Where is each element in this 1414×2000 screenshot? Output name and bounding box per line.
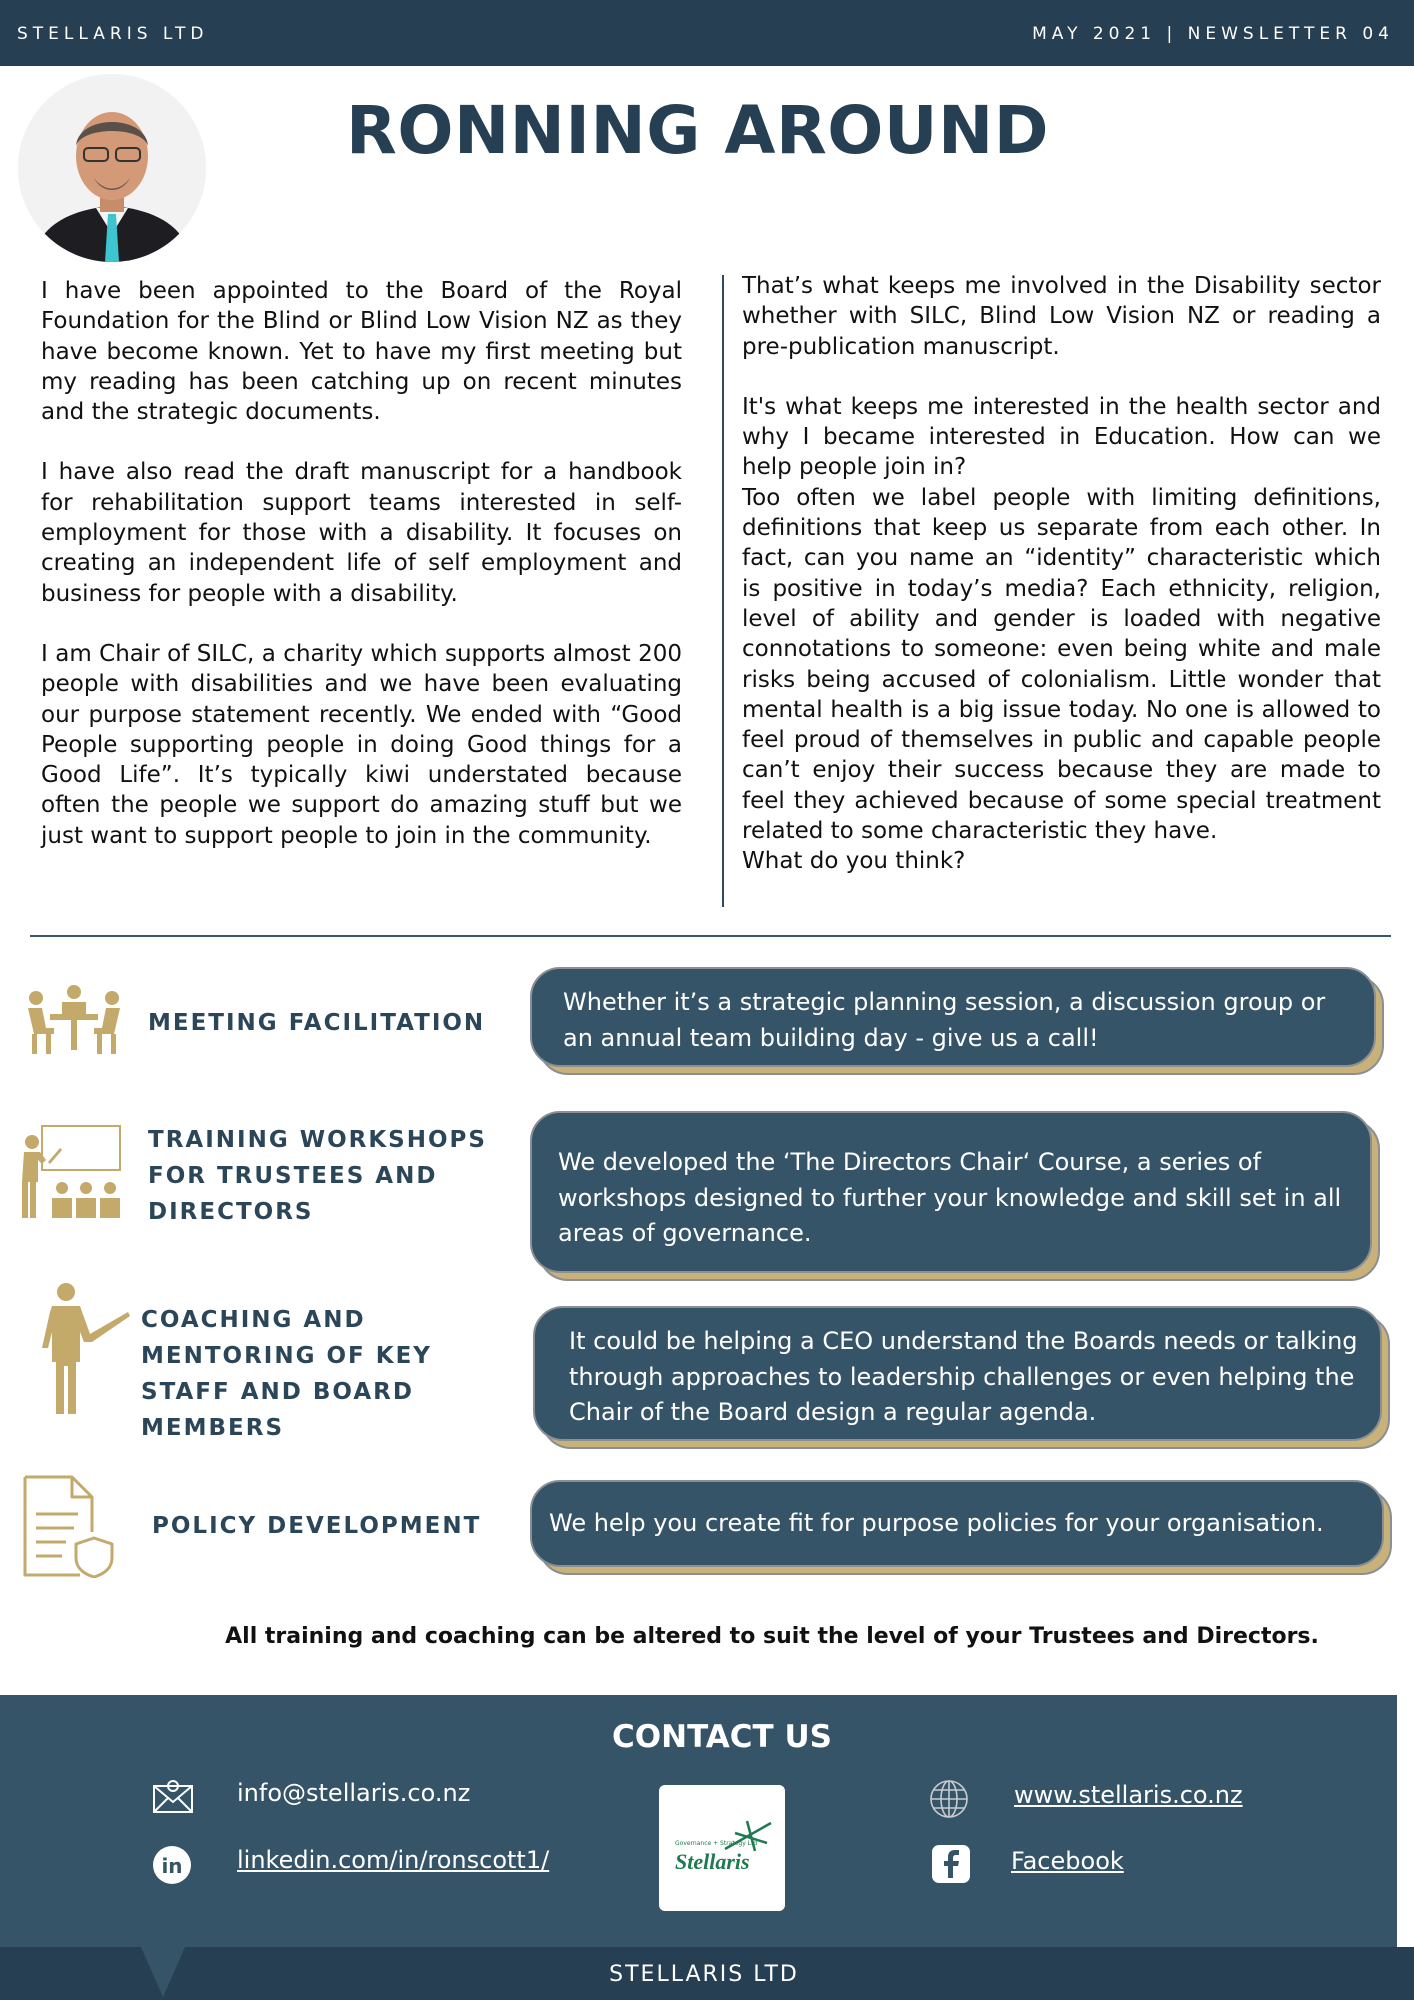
paragraph: It's what keeps me interested in the health sector and why I became interested in Education. How can we help people join in? (742, 393, 1381, 481)
service-card-coaching-mentoring (533, 1306, 1382, 1441)
service-card-policy-development (530, 1480, 1384, 1567)
email-icon (152, 1778, 194, 1814)
paragraph: I have also read the draft manuscript for a handbook for rehabilitation support teams interested in self-employment for those with a disability. It focuses on creating an independent life of self employment and business for people with a disability. (41, 459, 682, 607)
service-label-policy-development: POLICY DEVELOPMENT (152, 1513, 482, 1539)
stellaris-logo (659, 1785, 785, 1911)
logo-subtitle: Governance + Strategy Ltd (675, 1840, 758, 1847)
facebook-icon[interactable] (931, 1844, 971, 1884)
article-title: RONNING AROUND (346, 92, 1049, 169)
service-label-coaching-mentoring: COACHING AND MENTORING OF KEY STAFF AND BOARD MEMBERS (141, 1307, 432, 1441)
policy-document-shield-icon (22, 1474, 116, 1578)
section-divider (30, 935, 1391, 937)
author-portrait-icon (18, 74, 206, 262)
paragraph: That’s what keeps me involved in the Disability sector whether with SILC, Blind Low Vision NZ or reading a pre-publication manuscript. (742, 273, 1381, 360)
header-company: STELLARIS LTD (17, 24, 209, 44)
logo-name: Stellaris (675, 1849, 750, 1874)
meeting-table-icon (22, 984, 126, 1056)
contact-facebook-link[interactable]: Facebook (1011, 1847, 1124, 1875)
paragraph: What do you think? (742, 848, 966, 875)
service-card-meeting-facilitation (530, 967, 1376, 1067)
service-label-training-workshops: TRAINING WORKSHOPS FOR TRUSTEES AND DIRECTORS (148, 1127, 487, 1225)
top-bar (0, 0, 1414, 66)
paragraph: I am Chair of SILC, a charity which supports almost 200 people with disabilities and we have been evaluating our purpose statement recently. We ended with “Good People supporting people in doing Good things for a Good Life”. It’s typically kiwi understated because often the people we support do amazing stuff but we just want to support people to join in the community. (41, 640, 682, 849)
presentation-board-icon (20, 1124, 132, 1220)
presenter-pointer-icon (36, 1282, 132, 1416)
paragraph: I have been appointed to the Board of the Royal Foundation for the Blind or Blind Low Vision NZ as they have become known. Yet to have my first meeting but my reading has been catching up on recent minutes and the strategic documents. (41, 278, 682, 426)
article-left-column (41, 276, 682, 851)
contact-email[interactable]: info@stellaris.co.nz (237, 1779, 471, 1807)
service-description: We help you create fit for purpose policies for your organisation. (530, 1480, 1384, 1567)
service-label-meeting-facilitation: MEETING FACILITATION (148, 1010, 486, 1036)
footer-bar (0, 1947, 1414, 2000)
svg-text:in: in (161, 1854, 183, 1878)
column-divider (722, 275, 724, 907)
paragraph: Too often we label people with limiting definitions, definitions that keep us separate from each other. In fact, can you name an “identity” characteristic which is positive in today’s media? Each ethnicity, religion, level of ability and gender is loaded with negative connotations to someone: even being white and male risks being accused of colonialism. Little wonder that mental health is a big issue today. No one is allowed to feel proud of themselves in public and capable people can’t enjoy their success because they are made to feel they achieved because of some special treatment related to some characteristic they have. (742, 484, 1381, 845)
service-card-training-workshops (530, 1111, 1372, 1273)
contact-website-link[interactable]: www.stellaris.co.nz (1014, 1781, 1243, 1809)
author-avatar (18, 74, 206, 262)
stellaris-star-icon (721, 1819, 775, 1853)
article-right-column (742, 271, 1381, 877)
contact-linkedin-link[interactable]: linkedin.com/in/ronscott1/ (237, 1846, 550, 1874)
contact-section (0, 1695, 1397, 1947)
service-description: We developed the ‘The Directors Chair‘ Course, a series of workshops designed to further your knowledge and skill set in all areas of governance. (530, 1111, 1372, 1273)
linkedin-icon[interactable] (152, 1845, 192, 1885)
service-description: It could be helping a CEO understand the Boards needs or talking through approaches to leadership challenges or even helping the Chair of the Board design a regular agenda. (533, 1306, 1382, 1441)
header-issue: MAY 2021 | NEWSLETTER 04 (1032, 24, 1394, 44)
service-description: Whether it’s a strategic planning session, a discussion group or an annual team building day - give us a call! (530, 967, 1376, 1067)
footer-company: STELLARIS LTD (609, 1962, 799, 1987)
globe-icon (929, 1779, 969, 1819)
contact-title: CONTACT US (612, 1719, 832, 1755)
tagline: All training and coaching can be altered to suit the level of your Trustees and Directors. (225, 1624, 1319, 1649)
